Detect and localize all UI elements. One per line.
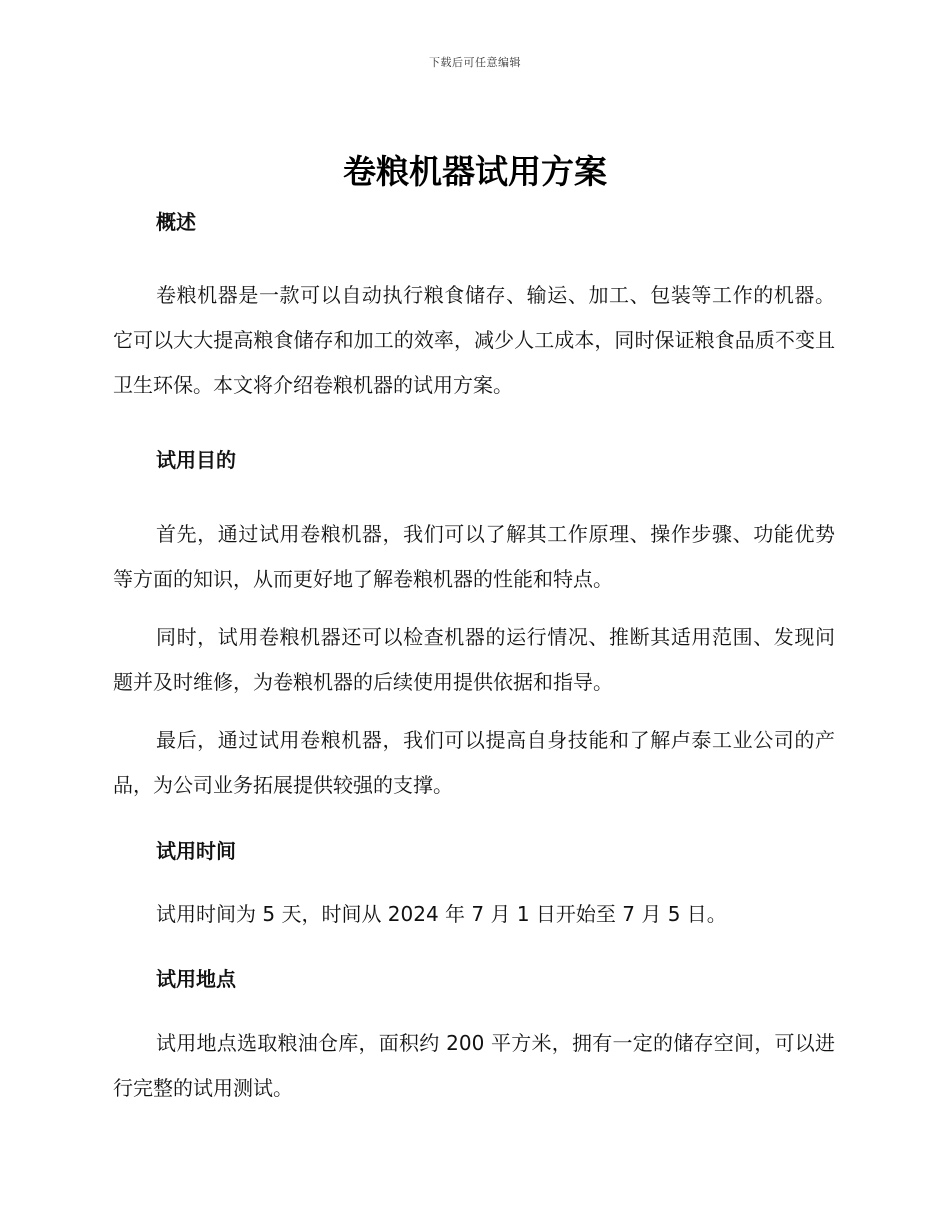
section-heading: 试用时间 [156, 839, 236, 863]
document-title: 卷粮机器试用方案 [343, 152, 607, 191]
paragraph: 试用地点选取粮油仓库，面积约 200 平方米，拥有一定的储存空间，可以进行完整的试用测试。 [113, 1031, 835, 1100]
header-note: 下载后可任意编辑 [429, 56, 521, 69]
section-location [113, 962, 835, 1111]
section-heading: 试用目的 [156, 448, 236, 472]
paragraph: 卷粮机器是一款可以自动执行粮食储存、输运、加工、包装等工作的机器。它可以大大提高粮食储存和加工的效率，减少人工成本，同时保证粮食品质不变且卫生环保。本文将介绍卷粮机器的试用方案。 [113, 283, 835, 397]
document-body [113, 205, 835, 1111]
paragraph: 最后，通过试用卷粮机器，我们可以提高自身技能和了解卢泰工业公司的产品，为公司业务拓展提供较强的支撑。 [113, 728, 835, 797]
paragraph: 试用时间为 5 天，时间从 2024 年 7 月 1 日开始至 7 月 5 日。 [156, 902, 727, 926]
paragraph: 首先，通过试用卷粮机器，我们可以了解其工作原理、操作步骤、功能优势等方面的知识，从而更好地了解卷粮机器的性能和特点。 [113, 522, 835, 591]
section-heading: 概述 [156, 210, 196, 234]
section-purpose [113, 443, 835, 808]
section-time [113, 834, 835, 937]
section-heading: 试用地点 [156, 967, 236, 991]
section-overview [113, 205, 835, 408]
paragraph: 同时，试用卷粮机器还可以检查机器的运行情况、推断其适用范围、发现问题并及时维修，为卷粮机器的后续使用提供依据和指导。 [113, 625, 835, 694]
